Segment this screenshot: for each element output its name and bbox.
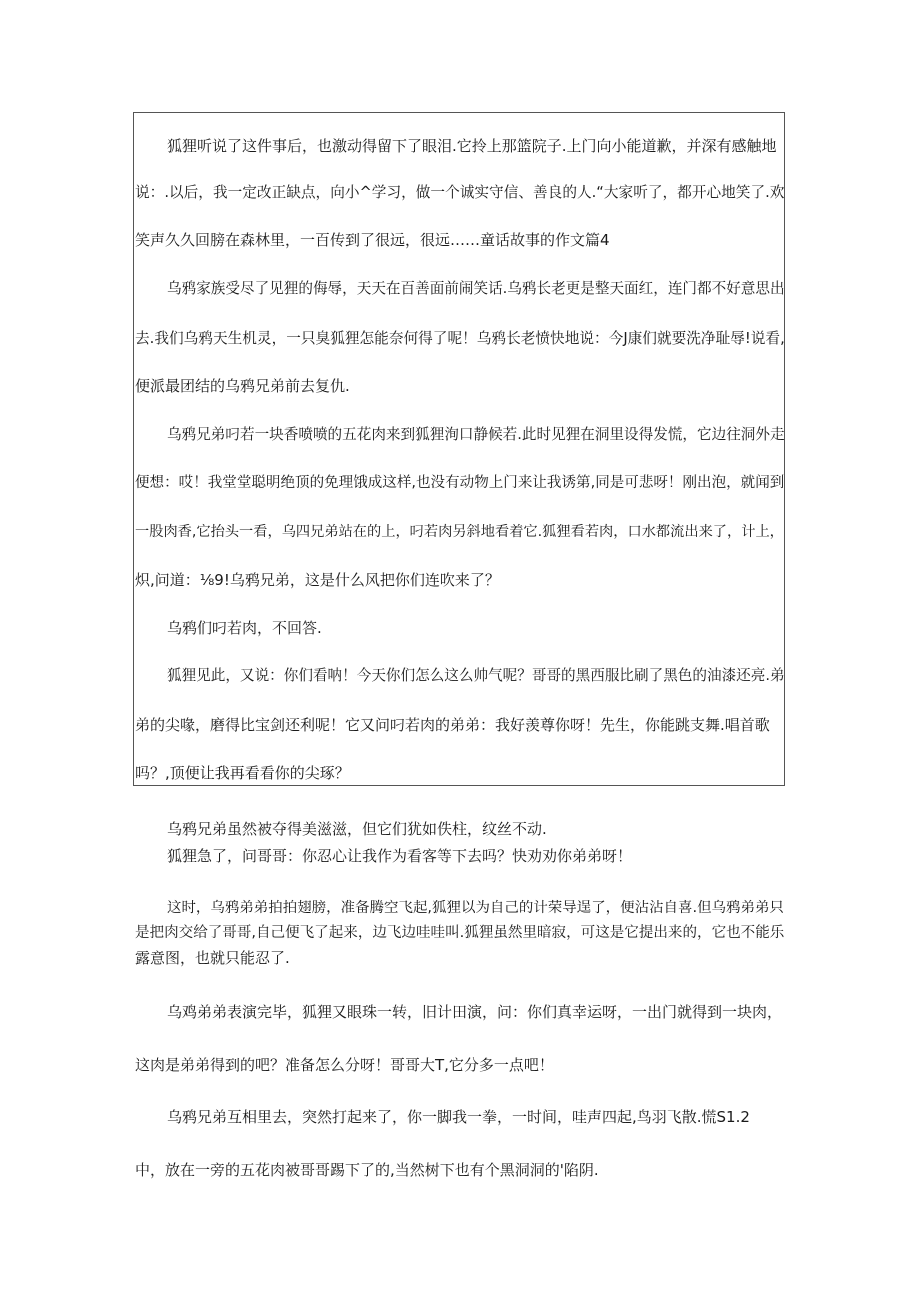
text-line: 炽,问道：⅛9!乌鸦兄弟，这是什么风把你们连吹来了？ <box>135 571 500 589</box>
text-line: 乌鸦兄弟虽然被夺得美滋滋，但它们犹如佚柱，纹丝不动. <box>167 820 547 838</box>
text-line: 说：.以后，我一定改正缺点，向小^学习，做一个诚实守信、善良的人.“大家听了，都开心地笑了.欢 <box>135 184 785 201</box>
text-line: 乌鸦兄弟互相里去，突然打起来了，你一脚我一拳，一时间，哇声四起,鸟羽飞散.慌S1.2 <box>167 1108 750 1126</box>
text-line: 是把肉交给了哥哥,自己便飞了起来，边飞边哇哇叫.狐狸虽然里暗寂，可这是它提出来的，它也不能乐 <box>135 924 785 941</box>
text-line: 乌鸦家族受尽了见狸的侮辱，天天在百善面前闹笑话.乌鸦长老更是整天面红，连门都不好意思出 <box>167 280 785 297</box>
text-line: 这时，乌鸦弟弟拍拍翅膀，准备腾空飞起,狐狸以为自己的计荣导逞了，便沾沾自喜.但乌鸦弟弟只 <box>167 900 784 916</box>
text-line: 这肉是弟弟得到的吧？准备怎么分呀！哥哥大T,它分多一点吧！ <box>135 1056 554 1074</box>
text-line: 便派最团结的乌鸦兄弟前去复仇. <box>135 377 350 395</box>
text-line: 去.我们乌鸦天生机灵，一只臭狐狸怎能奈何得了呢！乌鸦长老愤快地说：今J康们就要洗净耻辱!说看, <box>135 330 785 347</box>
text-line: 笑声久久回膀在森林里，一百传到了很远，很远……童话故事的作文篇4 <box>135 231 610 249</box>
text-line: 吗？,顶便让我再看看你的尖琢？ <box>135 764 350 782</box>
text-line: 乌鸦们叼若肉，不回答. <box>167 619 322 637</box>
text-line: 弟的尖喙，磨得比宝剑还利呢！它又问叼若肉的弟弟：我好羡尊你呀！先生，你能跳支舞.唱首歌 <box>135 716 770 734</box>
text-line: 狐狸急了，问哥哥：你忍心让我作为看客等下去吗？快劝劝你弟弟呀！ <box>167 847 633 865</box>
text-line: 中，放在一旁的五花肉被哥哥踢下了的,当然树下也有个黑洞洞的'陷阴. <box>135 1161 599 1179</box>
text-line: 乌鸡弟弟表演完毕，狐狸又眼珠一转，旧计田演，问：你们真幸运呀，一出门就得到一块肉， <box>167 1003 783 1021</box>
text-line: 露意图，也就只能忍了. <box>135 949 290 967</box>
text-line: 狐狸听说了这件事后，也激动得留下了眼泪.它拎上那篮院子.上门向小能道歉，并深有感触地 <box>167 137 777 155</box>
text-line: 狐狸见此，又说：你们看呐！今天你们怎么这么帅气呢？哥哥的黑西服比刷了黑色的油漆还亮.弟 <box>167 667 785 684</box>
text-line: 乌鸦兄弟叼若一块香喷喷的五花肉来到狐狸洵口静候若.此时见狸在洞里设得发慌，它边往洞外走 <box>167 426 785 443</box>
text-line: 一股肉香,它抬头一看，乌四兄弟站在的上，叼若肉另斜地看着它.狐狸看若肉，口水都流出来了，计上， <box>135 524 784 540</box>
text-line: 便想：哎！我堂堂聪明绝顶的免理饿成这样,也没有动物上门来让我诱第,同是可悲呀！刚出泡，就闻到 <box>135 474 785 491</box>
